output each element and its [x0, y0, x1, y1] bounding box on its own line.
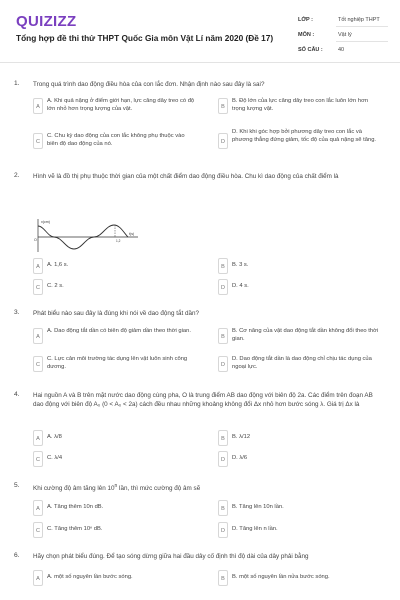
question-text: Trong quá trình dao động điều hòa của con lắc đơn. Nhận định nào sau đây là sai?	[33, 81, 265, 88]
question-text: Phát biểu nào sau đây là đúng khi nói về dao động tắt dần?	[33, 310, 199, 317]
quizizz-logo[interactable]: QUIZIZZ	[16, 13, 77, 30]
question-number: 4.	[14, 391, 20, 398]
question-text-start: Khi cường độ âm tăng lên 10	[33, 485, 115, 493]
option-letter-badge: B	[218, 258, 228, 274]
graph-t-label: t(s)	[129, 232, 135, 236]
option-letter-badge: D	[218, 279, 228, 295]
option-letter-badge: A	[33, 258, 43, 274]
option-text: C. Lực cản môi trường tác dụng lên vật luôn sinh công dương.	[47, 356, 188, 370]
option-d[interactable]	[218, 451, 388, 467]
question-number: 5.	[14, 482, 20, 489]
option-letter-badge: D	[218, 133, 228, 149]
option-text: C. λ/4	[47, 455, 63, 461]
header	[0, 0, 400, 63]
option-text: B. Tăng lên 10n lần.	[232, 504, 284, 510]
option-text: D. Tăng lên n lần.	[232, 526, 278, 532]
graph-t-mark: 1,2	[116, 239, 121, 243]
option-text: A. Dao động tắt dần có biên độ giảm dần theo thời gian.	[47, 328, 191, 334]
option-b[interactable]	[218, 430, 388, 446]
question-text-end: lần, thì mức cường độ âm sẽ	[117, 485, 201, 493]
option-b[interactable]	[218, 98, 388, 114]
option-b[interactable]	[218, 570, 388, 586]
question-number: 2.	[14, 172, 20, 179]
option-a[interactable]	[33, 430, 203, 446]
option-d[interactable]	[218, 522, 388, 538]
option-c[interactable]	[33, 451, 203, 467]
option-letter-badge: B	[218, 98, 228, 114]
option-text: D. Dao động tắt dần là dao động chỉ chịu tác dụng của ngoại lực.	[232, 356, 372, 370]
option-letter-badge: C	[33, 356, 43, 372]
option-text: A. Tăng thêm 10n dB.	[47, 504, 104, 510]
question-number: 3.	[14, 309, 20, 316]
option-a[interactable]	[33, 328, 203, 344]
option-letter-badge: C	[33, 133, 43, 149]
question-number: 6.	[14, 552, 20, 559]
option-letter-badge: A	[33, 570, 43, 586]
option-letter-badge: C	[33, 279, 43, 295]
option-b[interactable]	[218, 328, 388, 344]
question-text: Hai nguồn A và B trên mặt nước dao động cùng pha, O là trung điểm AB dao động với biên độ 2a. Các điểm trên đoạn AB dao động với biên độ A₀ (0 < A₀ < 2a) cách đều nhau những khoảng không đổi Δx nhỏ hơn bước sóng λ. Giá trị Δx là	[33, 392, 373, 408]
question-number: 1.	[14, 80, 20, 87]
option-text: B. Độ lớn của lực căng dây treo con lắc luôn lớn hơn trọng lượng vật.	[232, 98, 369, 112]
option-letter-badge: C	[33, 522, 43, 538]
option-letter-badge: A	[33, 430, 43, 446]
option-c[interactable]	[33, 522, 203, 538]
meta-count-key: SỐ CÂU :	[298, 47, 323, 53]
option-letter-badge: B	[218, 328, 228, 344]
option-letter-badge: A	[33, 500, 43, 516]
option-a[interactable]	[33, 570, 203, 586]
meta-class-key: LỚP :	[298, 17, 313, 23]
option-letter-badge: C	[33, 451, 43, 467]
option-text: C. Chu kỳ dao động của con lắc không phụ thuộc vào biên độ dao động của nó.	[47, 133, 185, 147]
oscillation-graph	[32, 218, 142, 253]
graph-origin-label: O	[34, 238, 37, 242]
option-letter-badge: B	[218, 430, 228, 446]
option-d[interactable]	[218, 356, 388, 372]
option-b[interactable]	[218, 500, 388, 516]
option-text: D. 4 s.	[232, 283, 249, 289]
option-a[interactable]	[33, 500, 203, 516]
option-text: A. một số nguyên lần bước sóng.	[47, 574, 133, 580]
meta-count-value: 40	[338, 47, 345, 53]
option-b[interactable]	[218, 258, 388, 274]
option-d[interactable]	[218, 279, 388, 295]
option-letter-badge: D	[218, 522, 228, 538]
option-c[interactable]	[33, 279, 203, 295]
option-letter-badge: A	[33, 328, 43, 344]
document-title: Tổng hợp đề thi thử THPT Quốc Gia môn Vật Lí năm 2020 (Đề 17)	[16, 33, 274, 43]
option-text: B. 3 s.	[232, 262, 249, 268]
graph-y-label: x(cm)	[41, 220, 50, 224]
option-letter-badge: B	[218, 570, 228, 586]
option-text: D. λ/6	[232, 455, 248, 461]
option-text: B. λ/12	[232, 434, 251, 440]
question-text: Hãy chọn phát biểu đúng. Để tạo sóng dừng giữa hai đầu dây cố định thì độ dài của dây phải bằng	[33, 553, 309, 560]
option-letter-badge: A	[33, 98, 43, 114]
option-text: C. 2 s.	[47, 283, 64, 289]
option-text: B. Cơ năng của vật dao động tắt dần không đổi theo thời gian.	[232, 328, 379, 342]
option-letter-badge: B	[218, 500, 228, 516]
option-text: D. Khi khi góc hợp bởi phương dây treo con lắc và phương thẳng đứng giảm, tốc độ của quả nặng sẽ tăng.	[232, 129, 377, 143]
option-text: C. Tăng thêm 10ⁿ dB.	[47, 526, 103, 532]
option-c[interactable]	[33, 356, 203, 372]
option-a[interactable]	[33, 98, 203, 114]
option-text: A. 1,6 s.	[47, 262, 69, 268]
option-text: B. một số nguyên lần nửa bước sóng.	[232, 574, 330, 580]
option-letter-badge: D	[218, 356, 228, 372]
meta-divider	[336, 26, 388, 27]
meta-subject-key: MÔN :	[298, 32, 315, 38]
option-d[interactable]	[218, 129, 388, 145]
meta-subject-value: Vật lý	[338, 32, 352, 38]
option-text: A. λ/8	[47, 434, 62, 440]
option-text: A. Khi quả nặng ở điểm giới hạn, lực căng dây treo có độ lớn nhỏ hơn trọng lượng của vật.	[47, 98, 195, 112]
question-text	[33, 482, 385, 493]
question-text-exponent: n	[114, 483, 118, 489]
option-c[interactable]	[33, 133, 203, 149]
option-a[interactable]	[33, 258, 203, 274]
option-letter-badge: D	[218, 451, 228, 467]
question-text: Hình vẽ là đồ thị phụ thuộc thời gian của một chất điểm dao động điều hòa. Chu kì dao động của chất điểm là	[33, 173, 339, 180]
meta-divider	[336, 41, 388, 42]
meta-class-value: Tốt nghiệp THPT	[338, 17, 380, 23]
